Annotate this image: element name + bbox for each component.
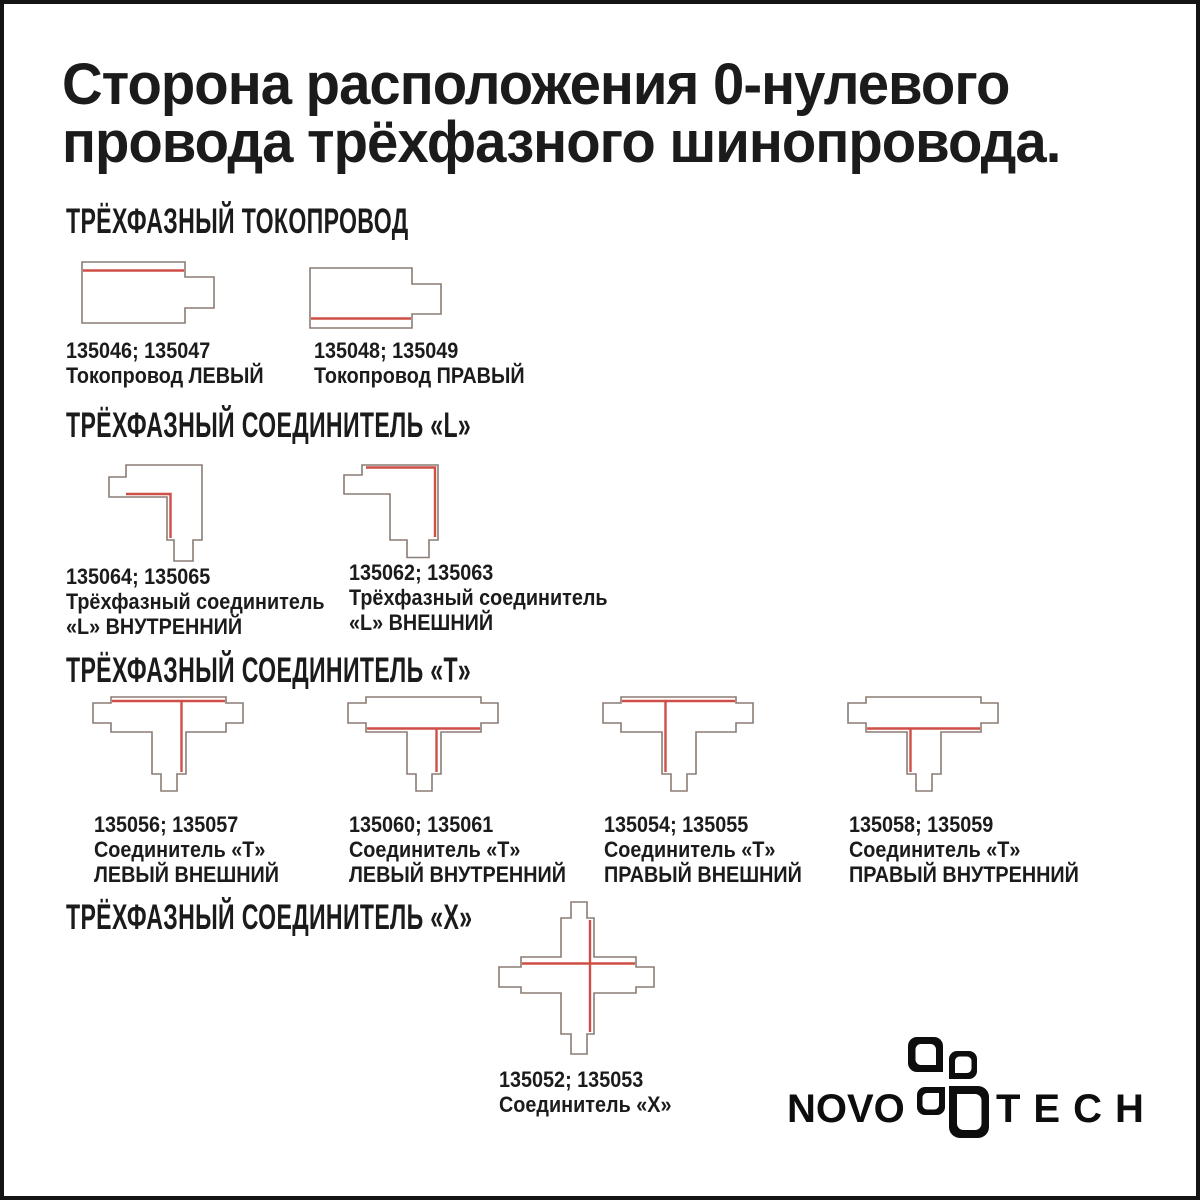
item-code: 135052; 135053 (499, 1067, 644, 1092)
item-title: Соединитель «X» (499, 1092, 672, 1117)
item-title: Соединитель «Т» (94, 837, 266, 862)
item-title: Соединитель «Т» (604, 837, 776, 862)
diagram-t-right-outer (603, 697, 753, 791)
novotech-clover-icon (905, 1036, 993, 1142)
item-code: 135062; 135063 (349, 560, 494, 585)
item-code: 135046; 135047 (66, 338, 211, 363)
diagram-t-left-inner (348, 697, 498, 791)
item-title: Трёхфазный соединитель (349, 585, 608, 610)
label-x-connector (499, 1067, 671, 1117)
item-code: 135064; 135065 (66, 564, 211, 589)
label-t-left-outer (94, 812, 279, 887)
label-feed-right (314, 338, 525, 388)
section-header-x-connector: ТРЁХФАЗНЫЙ СОЕДИНИТЕЛЬ «X» (66, 898, 473, 937)
diagram-t-right-inner (848, 697, 998, 791)
item-title: Трёхфазный соединитель (66, 589, 325, 614)
diagram-feed-left (82, 262, 214, 323)
diagram-t-left-outer (93, 697, 243, 791)
item-subtitle: ПРАВЫЙ ВНУТРЕННИЙ (849, 862, 1079, 887)
diagram-x (499, 902, 654, 1054)
section-header-t-connector: ТРЁХФАЗНЫЙ СОЕДИНИТЕЛЬ «Т» (66, 651, 472, 690)
diagram-l-outer (344, 465, 438, 558)
item-subtitle: ЛЕВЫЙ ВНЕШНИЙ (94, 862, 279, 887)
diagram-l-inner (109, 465, 202, 561)
label-l-inner (66, 564, 325, 639)
section-header-l-connector: ТРЁХФАЗНЫЙ СОЕДИНИТЕЛЬ «L» (66, 406, 472, 445)
label-feed-left (66, 338, 264, 388)
item-title: Токопровод ЛЕВЫЙ (66, 363, 264, 388)
label-t-left-inner (349, 812, 566, 887)
label-t-right-outer (604, 812, 802, 887)
logo-text-novo: NOVO (787, 1087, 905, 1131)
diagram-feed-right (310, 268, 441, 328)
page-title (62, 52, 1061, 175)
logo-text-tech: TECH (996, 1087, 1157, 1131)
item-subtitle: ПРАВЫЙ ВНЕШНИЙ (604, 862, 802, 887)
label-l-outer (349, 560, 608, 635)
label-t-right-inner (849, 812, 1079, 887)
item-title: Токопровод ПРАВЫЙ (314, 363, 525, 388)
item-code: 135058; 135059 (849, 812, 994, 837)
section-header-feed: ТРЁХФАЗНЫЙ ТОКОПРОВОД (66, 202, 409, 241)
item-code: 135048; 135049 (314, 338, 459, 363)
page-title-line2: провода трёхфазного шинопровода. (62, 110, 1061, 175)
item-title: Соединитель «Т» (349, 837, 521, 862)
item-title: Соединитель «Т» (849, 837, 1021, 862)
page-title-line1: Сторона расположения 0-нулевого (62, 52, 1010, 117)
item-code: 135060; 135061 (349, 812, 494, 837)
item-code: 135054; 135055 (604, 812, 749, 837)
item-subtitle: «L» ВНЕШНИЙ (349, 610, 494, 635)
item-subtitle: «L» ВНУТРЕННИЙ (66, 614, 243, 639)
item-subtitle: ЛЕВЫЙ ВНУТРЕННИЙ (349, 862, 566, 887)
item-code: 135056; 135057 (94, 812, 239, 837)
